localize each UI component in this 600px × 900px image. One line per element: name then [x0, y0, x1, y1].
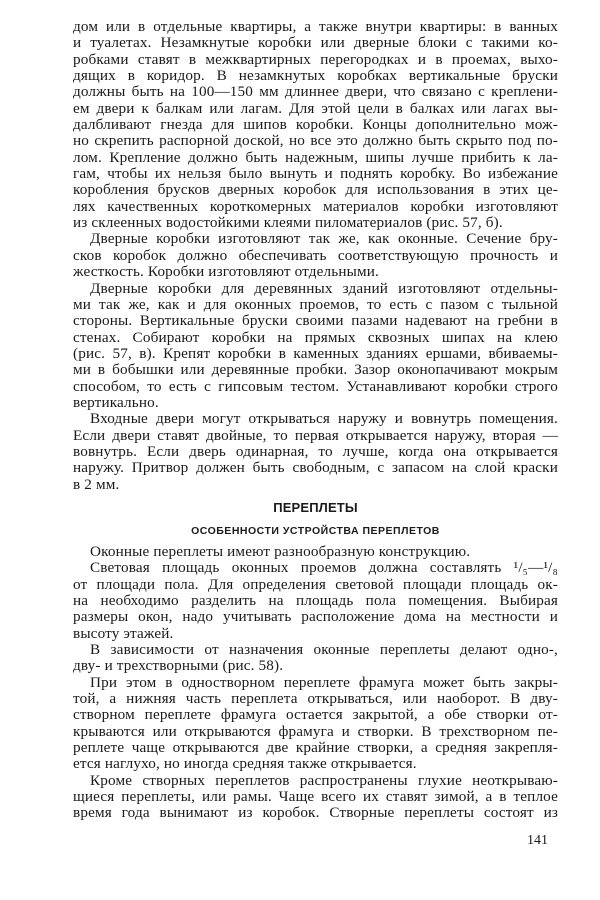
text-line: вертикально. [73, 393, 159, 411]
text-line: размеры окон, надо учитывать расположение дома на местности и [73, 608, 558, 626]
text-line: способом, то есть с гипсовым тестом. Устанавливают коробки строго [73, 377, 558, 395]
text-line: В зависимости от назначения оконные переплеты делают одно-, [90, 641, 558, 659]
paragraph [73, 231, 558, 280]
text-line: Дверные коробки изготовляют так же, как оконные. Сечение бру- [90, 230, 558, 248]
text-line: ется наглухо, но иногда средняя также открывается. [73, 755, 417, 773]
document-page [73, 19, 558, 822]
text-line: Входные двери могут открываться наружу и вовнутрь помещения. [90, 410, 558, 428]
text-line: лях качественных короткомерных материалов коробки изготовляют [73, 197, 558, 215]
text-line: и туалетах. Незамкнутые коробки или дверные блоки с такими ко- [73, 34, 558, 52]
text-line: гам, чтобы их нельзя было вынуть и поднять коробку. Во избежание [73, 165, 558, 183]
text-line: далбливают гнезда для шипов коробки. Концы дополнительно мож- [73, 116, 558, 134]
page-number: 141 [527, 833, 548, 848]
text-line: Дверные коробки для деревянных зданий изготовляют отдельны- [90, 279, 558, 297]
text-line: дву- и трехстворными (рис. 58). [73, 657, 284, 675]
text-line: ми так же, как и для оконных проемов, то есть с пазом с тыльной [73, 295, 558, 313]
text-line: высоту этажей. [73, 624, 174, 642]
text-line: должны быть на 100—150 мм длиннее двери, что связано с креплени- [73, 83, 558, 101]
text-line: Оконные переплеты имеют разнообразную конструкцию. [90, 542, 471, 560]
text-line: той, а нижняя часть переплета открываться, или наоборот. В дву- [73, 690, 558, 708]
text-line: ми в бобышки или деревянные пробки. Зазор оконопачивают мокрым [73, 361, 558, 379]
text-line: стороны. Вертикальные бруски своими пазами надевают на гребни в [73, 312, 558, 330]
text-line: стенах. Собирают коробки на прямых сквозных шипах на клею [73, 328, 558, 346]
paragraph [73, 19, 558, 231]
section-subheading: ОСОБЕННОСТИ УСТРОЙСТВА ПЕРЕПЛЕТОВ [191, 524, 440, 537]
paragraph [73, 411, 558, 493]
text-line: в 2 мм. [73, 475, 120, 493]
text-line: сков коробок должно обеспечивать соответствующую прочность и [73, 246, 558, 264]
text-line: время года вынимают из коробок. Створные переплеты состоят из [73, 804, 558, 822]
text-line: лом. Крепление должно быть надежным, шипы лучше прибить к ла- [73, 148, 558, 166]
text-line: (рис. 57, в). Крепят коробки в каменных зданиях ершами, вбиваемы- [73, 344, 558, 362]
text-line: коробления брусков дверных коробок для использования в этих це- [73, 181, 558, 199]
text-line: щиеся переплеты, или рамы. Чаще всего их ставят зимой, а в теплое [73, 788, 558, 806]
text-line: наружу. Притвор должен быть свободным, с запасом на слой краски [73, 459, 558, 477]
text-line: створном переплете фрамуга остается закрытой, а обе створки от- [73, 706, 558, 724]
paragraph [73, 281, 558, 412]
text-line: вовнутрь. Если дверь одинарная, то лучше, когда она открывается [73, 442, 558, 460]
paragraph [73, 675, 558, 773]
text-line: из склеенных водостойкими клеями пиломатериалов (рис. 57, б). [73, 214, 503, 232]
section-doors [73, 19, 558, 493]
text-line: Кроме створных переплетов распространены глухие неоткрываю- [90, 771, 558, 789]
text-line: ем двери к балкам или лагам. Для этой цели в балках или лагах вы- [73, 99, 558, 117]
paragraph [73, 773, 558, 822]
paragraph [73, 560, 558, 642]
text-line: крываются или открываются фрамуга и створки. В трехстворном пе- [73, 722, 558, 740]
text-line: При этом в одностворном переплете фрамуга может быть закры- [90, 673, 558, 691]
paragraph [73, 544, 558, 560]
text-line: Световая площадь оконных проемов должна составлять ¹/₅—¹/₈ [90, 559, 558, 577]
text-line: дом или в отдельные квартиры, а также внутри квартиры: в ванных [73, 18, 558, 35]
text-line: на необходимо разделить на площадь пола помещения. Выбирая [73, 592, 558, 609]
text-line: реплете чаще открываются две крайние створки, а средняя закрепля- [73, 739, 558, 757]
text-line: от площади пола. Для определения световой площади площадь ок- [73, 575, 558, 593]
text-line: дящих в коридор. В незамкнутых коробках вертикальные бруски [73, 67, 558, 85]
text-line: но скрепить распорной доской, но все это должно быть скрыто под по- [73, 132, 558, 150]
text-line: Если двери ставят двойные, то первая открывается наружу, вторая — [73, 426, 558, 444]
text-line: робками ставят в межквартирных перегородках и в проемах, выхо- [73, 50, 558, 68]
paragraph [73, 642, 558, 675]
chapter-heading: ПЕРЕПЛЕТЫ [273, 499, 358, 515]
text-line: жесткость. Коробки изготовляют отдельными. [73, 263, 379, 281]
section-window-sashes [73, 544, 558, 822]
